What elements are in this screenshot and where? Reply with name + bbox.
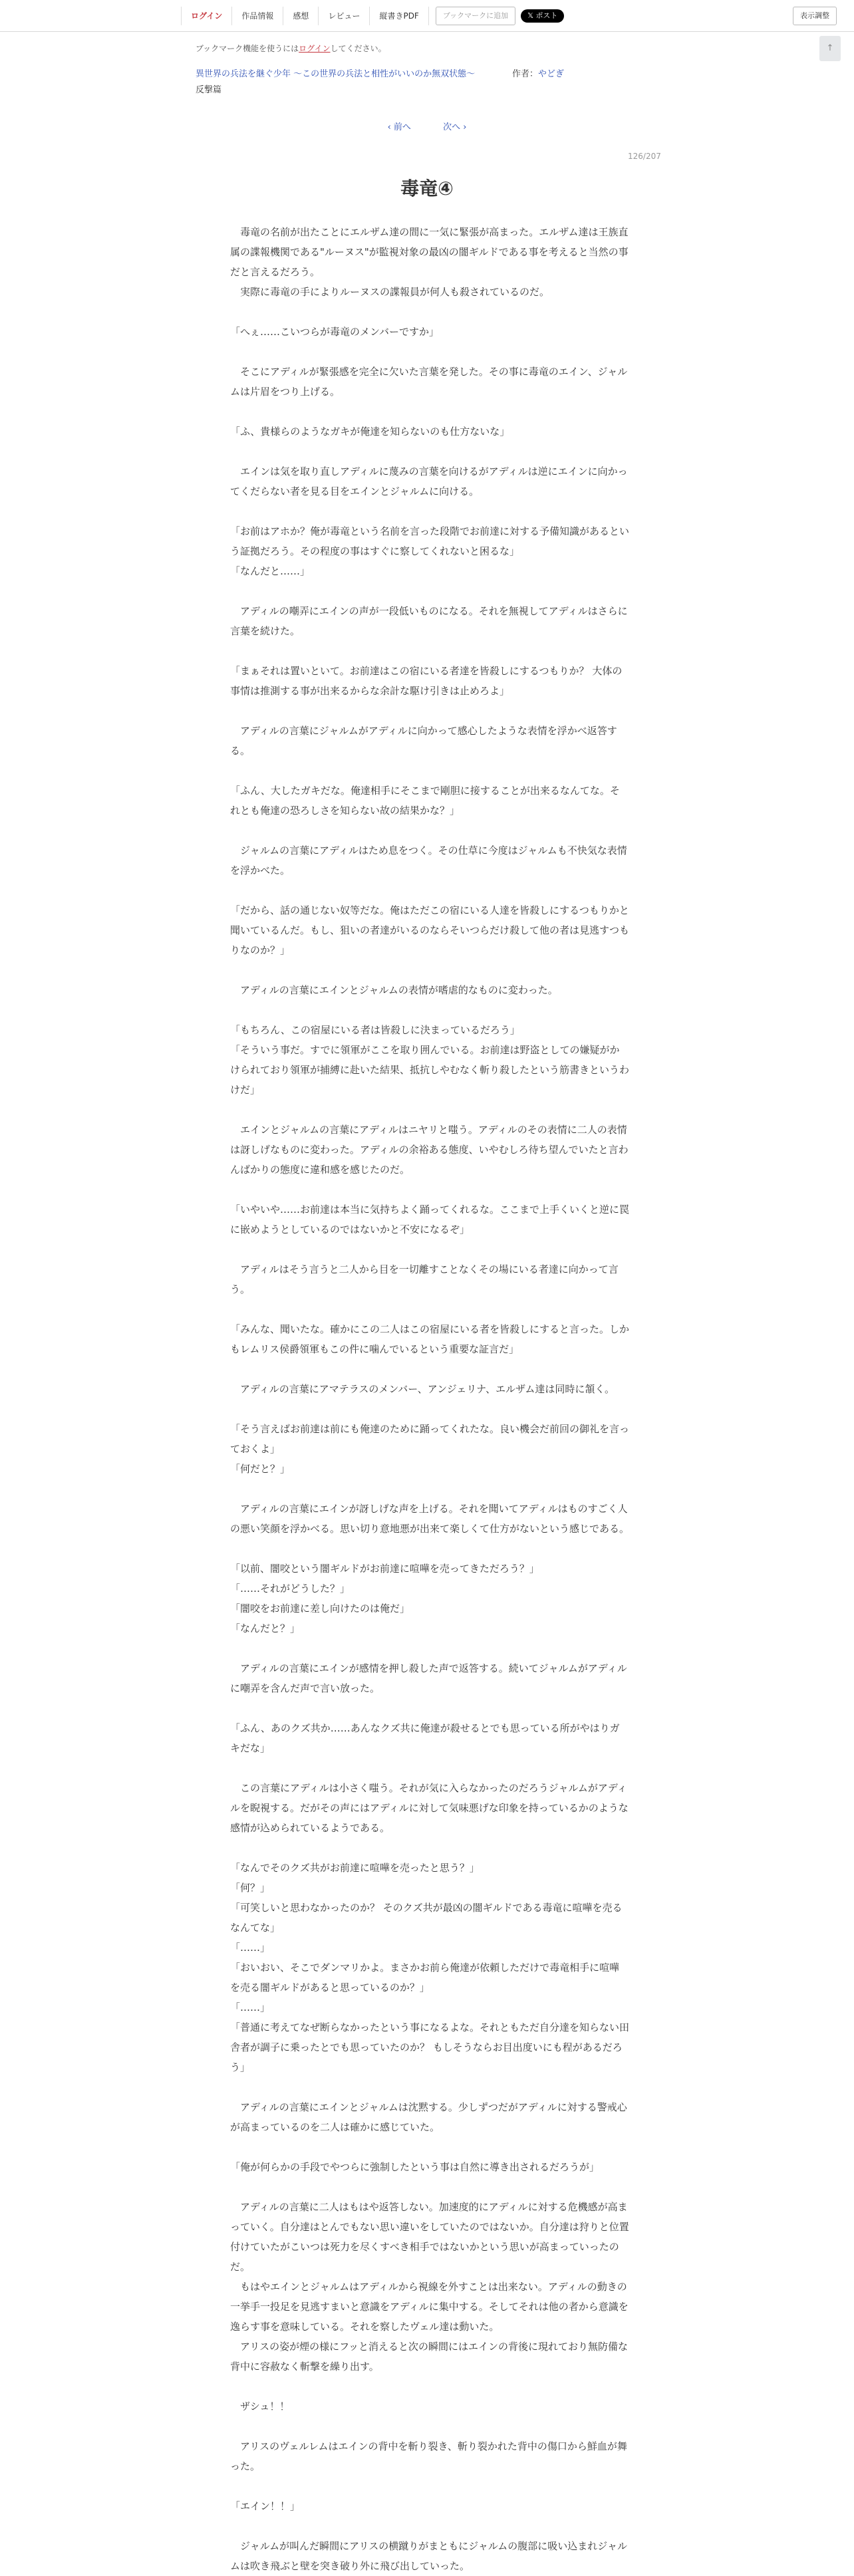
body-paragraph: アリスのヴェルレムはエインの背中を斬り裂き、斬り裂かれた背中の傷口から鮮血が舞った。 [230,2440,627,2472]
body-paragraph [230,1638,629,1658]
x-post-button[interactable] [521,9,564,23]
body-paragraph: 「……それがどうした？」 [230,1583,351,1595]
body-paragraph [230,581,629,601]
body-paragraph: アディルの言葉にエインが訝しげな声を上げる。それを聞いてアディルはものすごく人の悪い笑顔を浮かべる。思い切り意地悪が出来て楽しくて仕方がないという感じである。 [230,1503,630,1535]
impression-link[interactable]: 感想 [283,7,319,25]
body-paragraph: 「ふん、あのクズ共か……あんなクズ共に俺達が殺せるとでも思っている所がやはりガキだな」 [230,1722,620,1754]
vertical-pdf-link[interactable]: 縦書きPDF [370,7,428,25]
body-paragraph [230,1698,629,1718]
page-counter: 126/207 [628,152,661,161]
body-paragraph: アディルの言葉にジャルムがアディルに向かって感心したような表情を浮かべ返答する。 [230,725,617,757]
body-paragraph [230,2516,629,2536]
body-paragraph [230,2177,629,2197]
body-paragraph [230,1758,629,1778]
body-paragraph [230,1299,629,1319]
body-paragraph [230,821,629,840]
body-paragraph [230,2476,629,2496]
body-paragraph [230,1100,629,1120]
body-paragraph: 「お前はアホか？俺が毒竜という名前を言った段階でお前達に対する予備知識があるという証拠だろう。その程度の事はすぐに察してくれないと困るな」 [230,525,630,557]
body-paragraph: 「いやいや……お前達は本当に気持ちよく踊ってくれるな。ここまで上手くいくと逆に罠に嵌めようとしているのではないかと不安になるぞ」 [230,1204,630,1235]
body-paragraph: 「なんだと……」 [230,565,311,577]
body-paragraph [230,880,629,900]
body-paragraph: 「そういう事だ。すでに領軍がここを取り囲んでいる。お前達は野盗としての嫌疑がかけられており領軍が捕縛に赴いた結果、抵抗しやむなく斬り殺したという筋書きというわけだ」 [230,1044,630,1096]
author-label: 作者： [512,69,539,79]
display-settings-button[interactable]: 表示調整 [793,7,837,25]
body-paragraph: 「闇咬をお前達に差し向けたのは俺だ」 [230,1603,410,1614]
body-paragraph: アリスの姿が煙の様にフッと消えると次の瞬間にはエインの背後に現れており無防備な背中に容赦なく斬撃を繰り出す。 [230,2341,629,2373]
episode-title: 毒竜④ [400,178,454,199]
body-paragraph: アディルの嘲弄にエインの声が一段低いものになる。それを無視してアディルはさらに言葉を続けた。 [230,605,628,637]
novel-body [230,222,629,2576]
body-paragraph: アディルはそう言うと二人から目を一切離すことなくその場にいる者達に向かって言う。 [230,1263,619,1295]
body-paragraph [230,1000,629,1020]
body-paragraph: ザシュ！！ [230,2400,290,2412]
body-paragraph [230,1399,629,1419]
body-paragraph [230,442,629,461]
body-paragraph: ジャルムの言葉にアディルはため息をつく。その仕草に今度はジャルムも不快気な表情を浮かべた。 [230,844,627,876]
pager [0,120,854,132]
body-paragraph [230,2077,629,2097]
body-paragraph [230,641,629,661]
notice-login-link[interactable]: ログイン [299,44,331,53]
body-paragraph: 「……」 [230,1942,271,1954]
body-paragraph: 「みんな、聞いたな。確かにこの二人はこの宿屋にいる者を皆殺しにすると言った。しかもレムリス侯爵領軍もこの件に噛んでいるという重要な証言だ」 [230,1323,630,1355]
author-line [512,66,564,79]
body-paragraph: 「エイン！！」 [230,2500,301,2512]
body-paragraph [230,701,629,721]
body-paragraph: この言葉にアディルは小さく嗤う。それが気に入らなかったのだろうジャルムがアディルを睨視する。だがその声にはアディルに対して気味悪げな印象を持っているかのような感情が込められているようである。 [230,1782,629,1834]
login-link[interactable]: ログイン [182,7,232,25]
body-paragraph: 「ふ、貴様らのようなガキが俺達を知らないのも仕方ないな」 [230,426,510,438]
arrow-up-icon: ↑ [826,43,834,53]
body-paragraph [230,761,629,781]
scroll-up-button[interactable] [819,36,841,61]
body-paragraph: 「何？」 [230,1882,271,1894]
body-paragraph: 「そう言えばお前達は前にも俺達のために踊ってくれたな。良い機会だ前回の御礼を言っておくよ」 [230,1423,630,1455]
body-paragraph: 「以前、闇咬という闇ギルドがお前達に喧嘩を売ってきただろう？」 [230,1563,539,1575]
top-nav [181,7,564,25]
body-paragraph: アディルの言葉にアマテラスのメンバー、アンジェリナ、エルザム達は同時に頷く。 [230,1383,615,1395]
body-paragraph [230,342,629,362]
body-paragraph: 「……」 [230,2001,271,2013]
body-paragraph: 「俺が何らかの手段でやつらに強制したという事は自然に導き出されるだろうが」 [230,2161,600,2173]
work-info-link[interactable]: 作品情報 [232,7,283,25]
body-paragraph: 「なんでそのクズ共がお前達に喧嘩を売ったと思う？」 [230,1862,480,1874]
body-paragraph [230,402,629,422]
body-paragraph: ジャルムが叫んだ瞬間にアリスの横蹴りがまともにジャルムの腹部に吸い込まれジャルムは吹き飛ぶと壁を突き破り外に飛び出していった。 [230,2540,628,2572]
body-paragraph [230,1838,629,1858]
body-paragraph [230,302,629,322]
body-paragraph: 「何だと？」 [230,1463,291,1475]
body-paragraph: 「へぇ……こいつらが毒竜のメンバーですか」 [230,326,439,338]
review-link[interactable]: レビュー [319,7,370,25]
body-paragraph: 「可笑しいと思わなかったのか？ そのクズ共が最凶の闇ギルドである毒竜に喧嘩を売るなんてな」 [230,1902,623,1934]
body-paragraph: 「もちろん、この宿屋にいる者は皆殺しに決まっているだろう」 [230,1024,520,1036]
chapter-title: 反撃篇 [196,85,222,95]
body-paragraph: 「だから、話の通じない奴等だな。俺はただこの宿にいる人達を皆殺しにするつもりかと聞いているんだ。もし、狙いの者達がいるのならそいつらだけ殺して他の者は見逃すつもりなのか？」 [230,904,630,956]
body-paragraph [230,1239,629,1259]
body-paragraph: アディルの言葉に二人はもはや返答しない。加速度的にアディルに対する危機感が高まっていく。自分達はとんでもない思い違いをしていたのではないか。自分達は狩りと位置付けていたがこいつは死力を尽くすべき相手ではないかという思いが高まっていったのだ。 [230,2201,629,2273]
body-paragraph: 「普通に考えてなぜ断らなかったという事になるよな。それともただ自分達を知らない田舎者が調子に乗ったとでも思っていたのか？ もしそうならお目出度いにも程があるだろう」 [230,2021,630,2073]
body-paragraph [230,2377,629,2396]
body-paragraph: そこにアディルが緊張感を完全に欠いた言葉を発した。その事に毒竜のエイン、ジャルムは片眉をつり上げる。 [230,366,628,398]
body-paragraph: エインは気を取り直しアディルに蔑みの言葉を向けるがアディルは逆にエインに向かってくだらない者を見る目をエインとジャルムに向ける。 [230,465,628,497]
author-link[interactable]: やどぎ [538,69,565,79]
x-post-label: ポスト [535,11,558,20]
notice-pre: ブックマーク機能を使うには [196,44,299,53]
next-page-link[interactable]: 次へ › [443,122,467,132]
body-paragraph [230,2137,629,2157]
body-paragraph: 「なんだと？」 [230,1622,301,1634]
body-paragraph [230,1180,629,1200]
body-paragraph: アディルの言葉にエインが感情を押し殺した声で返答する。続いてジャルムがアディルに嘲弄を含んだ声で言い放った。 [230,1662,627,1694]
body-paragraph: 実際に毒竜の手によりルーヌスの諜報員が何人も殺されているのだ。 [230,286,550,298]
body-paragraph [230,1539,629,1559]
body-paragraph: 毒竜の名前が出たことにエルザム達の間に一気に緊張が高まった。エルザム達は王族直属の諜報機関である"ルーヌス"が監視対象の最凶の闇ギルドである事を考えると当然の事だと言えるだろう。 [230,226,629,278]
body-paragraph [230,960,629,980]
body-paragraph [230,1359,629,1379]
body-paragraph: エインとジャルムの言葉にアディルはニヤリと嗤う。アディルのその表情に二人の表情は訝しげなものに変わった。アディルの余裕ある態度、いやむしろ待ち望んでいたと言わんばかりの態度に違和感を感じたのだ。 [230,1124,629,1176]
body-paragraph: 「ふん、大したガキだな。俺達相手にそこまで剛胆に接することが出来るなんてな。それとも俺達の恐ろしさを知らない故の結果かな？」 [230,785,620,817]
body-paragraph: アディルの言葉にエインとジャルムは沈黙する。少しずつだがアディルに対する警戒心が高まっているのを二人は確かに感じていた。 [230,2101,627,2133]
novel-title-link[interactable]: 異世界の兵法を継ぐ少年 ～この世界の兵法と相性がいいのか無双状態～ [196,69,476,79]
body-paragraph [230,1479,629,1499]
body-paragraph [230,2416,629,2436]
notice-post: してください。 [330,44,386,53]
body-paragraph: 「まぁそれは置いといて。お前達はこの宿にいる者達を皆殺しにするつもりか？ 大体の事情は推測する事が出来るからな余計な駆け引きは止めろよ」 [230,665,623,697]
body-paragraph: もはやエインとジャルムはアディルから視線を外すことは出来ない。アディルの動きの一挙手一投足を見逃すまいと意識をアディルに集中する。そしてそれは他の者から意識を逸らす事を意味している。それを察したヴェル達は動いた。 [230,2281,629,2333]
bookmark-add-button[interactable]: ブックマークに追加 [436,7,515,25]
bookmark-login-notice [196,43,386,54]
body-paragraph: 「おいおい、そこでダンマリかよ。まさかお前ら俺達が依頼しただけで毒竜相手に喧嘩を売る闇ギルドがあると思っているのか？」 [230,1962,620,1994]
x-icon: 𝕏 [527,11,536,20]
body-paragraph [230,501,629,521]
body-paragraph: アディルの言葉にエインとジャルムの表情が嗜虐的なものに変わった。 [230,984,558,996]
top-bar [0,0,854,32]
prev-page-link[interactable]: ‹ 前へ [387,122,411,132]
